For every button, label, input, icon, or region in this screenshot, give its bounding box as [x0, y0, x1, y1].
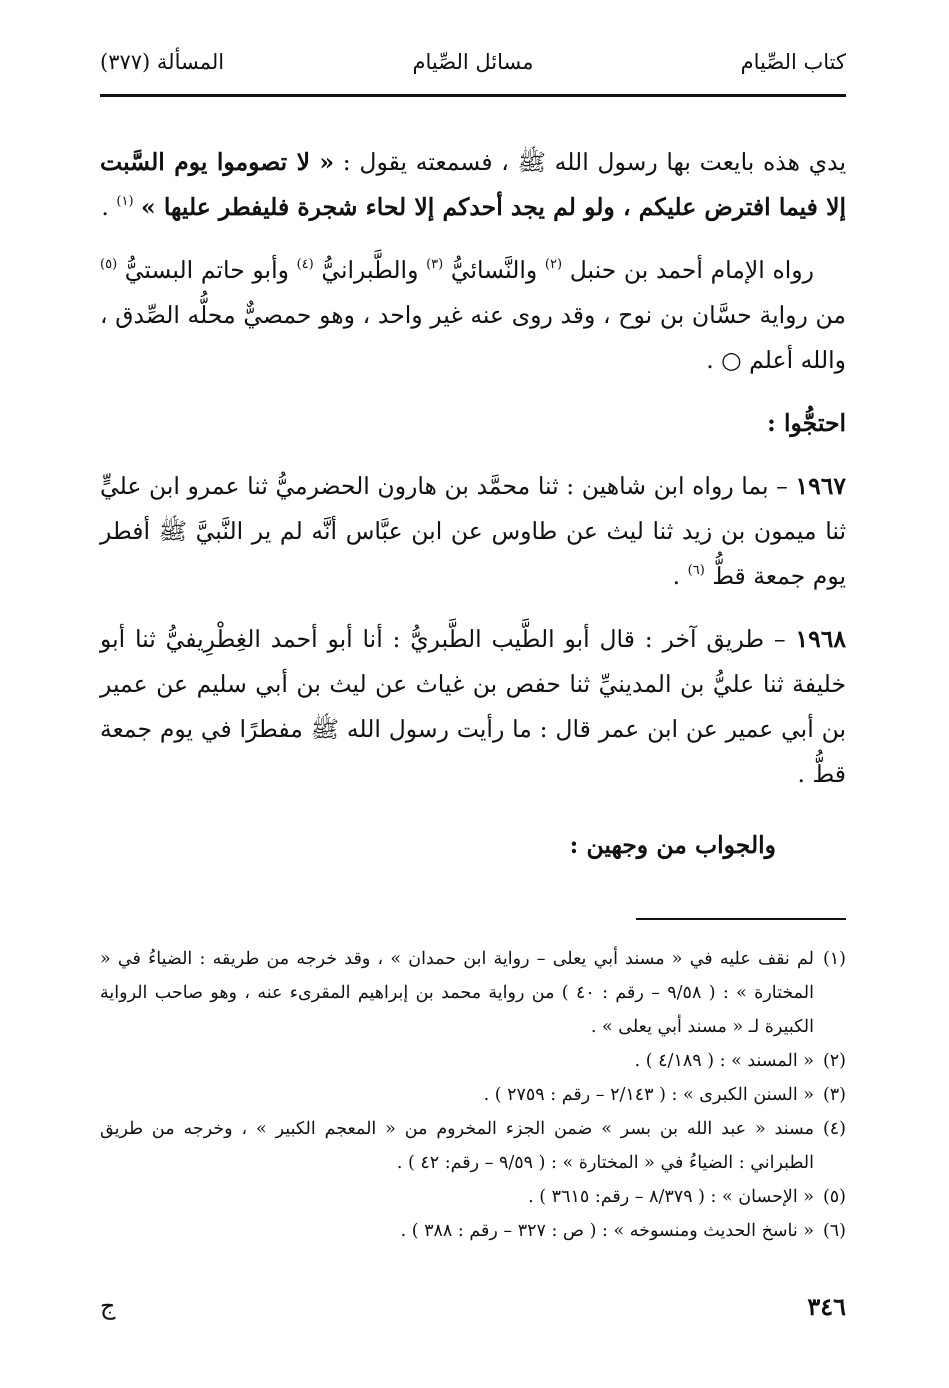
section-heading: والجواب من وجهين : — [569, 831, 776, 859]
running-header — [100, 50, 846, 86]
footnote-number: (٣) — [822, 1085, 846, 1105]
footnote-text: « المسند » : ( ٤/١٨٩ ) . — [634, 1051, 814, 1071]
footnote-ref: (٢) — [544, 257, 563, 272]
paragraph-text: – بما رواه ابن شاهين : ثنا محمَّد بن هارون الحضرميُّ ثنا عمرو ابن عليٍّ ثنا ميمون بن زيد ثنا ليث عن طاوس عن ابن عبَّاس أنَّه لم ير النَّبيَّ ﷺ أفطر يوم جمعة قطُّ — [100, 472, 846, 590]
signature-mark: ج — [100, 1292, 116, 1320]
footnote-text: « الإحسان » : ( ٨/٣٧٩ – رقم: ٣٦١٥ ) . — [528, 1187, 814, 1207]
main-text — [100, 140, 846, 886]
footnote — [100, 942, 846, 1044]
footnote-text: مسند « عبد الله بن بسر » ضمن الجزء المخروم من « المعجم الكبير » ، وخرجه من طريق الطبراني : الضياءُ في « المختارة » : ( ٩/٥٩ – رقم: ٤٢ ) . — [100, 1119, 814, 1173]
section-heading: احتجُّوا : — [767, 409, 846, 437]
paragraph-text: وأبو حاتم البستيُّ — [117, 256, 297, 284]
paragraph-text: والنَّسائيُّ — [443, 256, 545, 284]
footnote-text: لم نقف عليه في « مسند أبي يعلى – رواية ابن حمدان » ، وقد خرجه من طريقه : الضياءُ في « المختارة » : ( ٩/٥٨ – رقم : ٤٠ ) من رواية محمد بن إبراهيم المقرىء عنه ، وهو صاحب الرواية الكبيرة لـ « مسند أبي يعلى » . — [100, 949, 814, 1037]
footnote-separator — [636, 918, 846, 920]
footnote — [100, 1044, 846, 1078]
footnote — [100, 1214, 846, 1248]
footnote — [100, 1078, 846, 1112]
header-rule — [100, 94, 846, 97]
footnote — [100, 1112, 846, 1180]
header-issue-number: المسألة (٣٧٧) — [100, 50, 225, 74]
footnote-number: (٦) — [822, 1221, 846, 1241]
footnote-number: (٢) — [822, 1051, 846, 1071]
footnote-number: (٥) — [822, 1187, 846, 1207]
footnote-number: (١) — [822, 949, 846, 969]
hadith-number: ١٩٦٧ — [795, 472, 846, 500]
footnote-text: « ناسخ الحديث ومنسوخه » : ( ص : ٣٢٧ – رقم : ٣٨٨ ) . — [400, 1221, 814, 1241]
paragraph-text: . — [101, 193, 117, 221]
paragraph-text: – طريق آخر : قال أبو الطَّيب الطَّبريُّ : أنا أبو أحمد الغِطْرِيفيُّ ثنا أبو خليفة ثنا عليُّ بن المدينيِّ ثنا حفص بن غياث عن ليث بن أبي سليم عن عمير بن أبي عمير عن ابن عمر قال : ما رأيت رسول الله ﷺ مفطرًا في يوم جمعة قطُّ . — [100, 625, 846, 788]
paragraph-text: رواه الإمام أحمد بن حنبل — [562, 256, 814, 284]
footnote-ref: (١) — [116, 194, 134, 209]
paragraph-narrators — [100, 248, 846, 383]
paragraph-hadith — [100, 140, 846, 230]
footnote-ref: (٦) — [687, 563, 705, 578]
footnote-ref: (٤) — [296, 257, 314, 272]
footnote-ref: (٣) — [426, 257, 444, 272]
hadith-1968 — [100, 617, 846, 797]
hadith-1967 — [100, 464, 846, 599]
footnote-text: « السنن الكبرى » : ( ٢/١٤٣ – رقم : ٢٧٥٩ ) . — [483, 1085, 814, 1105]
footnote-number: (٤) — [822, 1119, 846, 1139]
header-book-title: كتاب الصِّيام — [740, 50, 846, 74]
header-section-title: مسائل الصِّيام — [412, 50, 534, 74]
page-number: ٣٤٦ — [807, 1292, 846, 1321]
footnotes — [100, 942, 846, 1248]
paragraph-text: والطَّبرانيُّ — [313, 256, 427, 284]
paragraph-text: من رواية حسَّان بن نوح ، وقد روى عنه غير واحد ، وهو حمصيٌّ محلُّه الصِّدق ، والله أعلم ○ . — [100, 301, 846, 374]
footnote — [100, 1180, 846, 1214]
footnote-ref: (٥) — [100, 257, 118, 272]
page-footer — [100, 1292, 846, 1332]
paragraph-text: . — [672, 562, 688, 590]
hadith-number: ١٩٦٨ — [795, 625, 846, 653]
paragraph-text: يدي هذه بايعت بها رسول الله ﷺ ، فسمعته يقول : — [334, 148, 846, 176]
hadith-quote: « لا تصوموا يوم السَّبت إلا فيما افترض عليكم ، ولو لم يجد أحدكم إلا لحاء شجرة فليفطر عليها » — [100, 148, 846, 221]
